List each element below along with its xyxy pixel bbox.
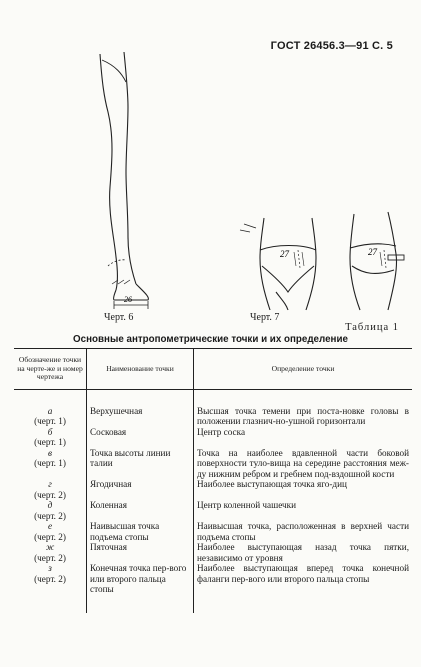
column-header-definition: Определение точки <box>194 349 413 390</box>
table-number: Таблица 1 <box>345 322 399 333</box>
point-code: в <box>48 447 52 458</box>
column-header-name: Наименование точки <box>87 349 194 390</box>
point-name: Пяточная <box>87 542 194 563</box>
point-definition: Центр коленной чашечки <box>194 500 413 521</box>
point-code: г <box>48 479 52 489</box>
table-row <box>14 542 412 563</box>
table-row <box>14 521 412 542</box>
page-header: ГОСТ 26456.3—91 С. 5 <box>270 40 393 52</box>
table-title: Основные антропометрические точки и их определение <box>73 334 348 345</box>
drawing-ref: (черт. 2) <box>34 489 66 500</box>
figure-6-dimension-label: 26 <box>124 295 132 304</box>
drawing-ref: (черт. 2) <box>34 510 66 521</box>
drawing-ref: (черт. 2) <box>34 531 66 542</box>
table-row <box>14 448 412 480</box>
point-definition: Наиболее выступающая назад точка пятки, независимо от уровня <box>194 542 413 563</box>
drawing-ref: (черт. 2) <box>34 552 66 563</box>
drawing-ref: (черт. 1) <box>34 437 66 447</box>
column-header-designation: Обозначение точки на черте-же и номер чертежа <box>14 349 87 390</box>
point-code: б <box>47 426 53 437</box>
figure-7-label-front: 27 <box>280 249 289 259</box>
anthropometric-points-table <box>14 348 412 613</box>
point-code: а <box>47 405 53 416</box>
figure-7-torso-drawing <box>236 210 416 315</box>
point-definition: Высшая точка темени при поста-новке головы в положении глазнич-но-ушной горизонтали <box>194 406 413 427</box>
point-code: д <box>47 500 53 510</box>
point-code: е <box>47 521 53 531</box>
table-row <box>14 479 412 500</box>
point-name: Точка высоты линии талии <box>87 448 194 480</box>
point-name: Верхушечная <box>87 406 194 427</box>
table-row <box>14 406 412 427</box>
drawing-ref: (черт. 2) <box>34 573 66 584</box>
figure-7-caption: Черт. 7 <box>250 312 280 323</box>
point-name: Коленная <box>87 500 194 521</box>
figure-6-caption: Черт. 6 <box>104 312 134 323</box>
point-name: Ягодичная <box>87 479 194 500</box>
point-definition: Наиболее выступающая точка яго-диц <box>194 479 413 500</box>
table-row <box>14 500 412 521</box>
point-definition: Центр соска <box>194 427 413 448</box>
drawing-ref: (черт. 1) <box>34 416 66 426</box>
table-row <box>14 563 412 613</box>
point-definition: Наивысшая точка, расположенная в верхней части подъема стопы <box>194 521 413 542</box>
table-row <box>14 427 412 448</box>
point-name: Конечная точка пер-вого или второго пальца стопы <box>87 563 194 613</box>
point-definition: Точка на наиболее вдавленной части боковой поверхности туло-вища на середине расстояния меж-ду нижним ребром и гребнем под-вздошной кости <box>194 448 413 480</box>
point-name: Наивысшая точка подъема стопы <box>87 521 194 542</box>
point-name: Сосковая <box>87 427 194 448</box>
figure-6-leg-drawing <box>88 52 168 312</box>
point-definition: Наиболее выступающая вперед точка конечной фаланги пер-вого или второго пальца стопы <box>194 563 413 613</box>
point-code: з <box>48 563 52 573</box>
point-code: ж <box>45 542 55 552</box>
drawing-ref: (черт. 1) <box>34 458 66 468</box>
figure-7-label-side: 27 <box>368 247 377 257</box>
